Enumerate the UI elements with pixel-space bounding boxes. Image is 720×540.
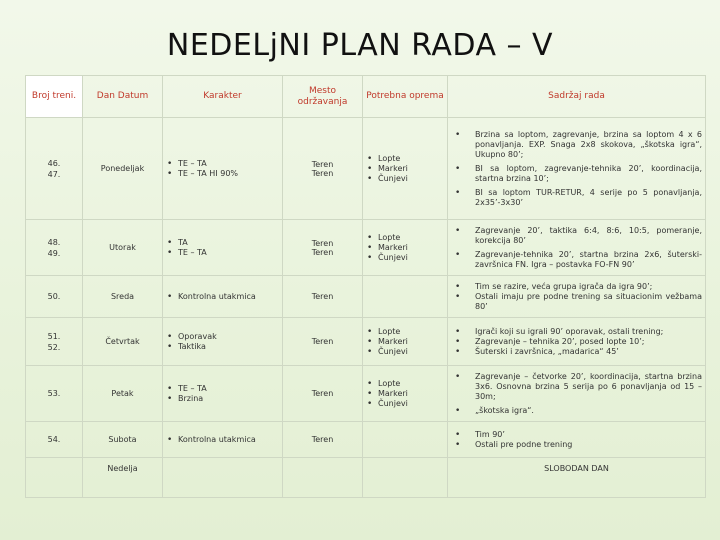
table-row bbox=[26, 458, 706, 498]
day-cell: Nedelja bbox=[83, 458, 163, 498]
training-number bbox=[26, 458, 83, 498]
training-number: 46. 47. bbox=[26, 118, 83, 220]
header-mesto: Mesto održavanja bbox=[283, 76, 363, 118]
place-cell: Teren bbox=[283, 276, 363, 318]
character-cell: • TE – TA • TE – TA HI 90% bbox=[163, 118, 283, 220]
equipment-cell bbox=[363, 276, 448, 318]
page-title: NEDELjNI PLAN RADA – V bbox=[166, 28, 554, 63]
table-row bbox=[26, 422, 706, 458]
training-number: 48. 49. bbox=[26, 220, 83, 276]
free-day-label: SLOBODAN DAN bbox=[448, 458, 706, 498]
place-cell bbox=[283, 458, 363, 498]
day-cell: Utorak bbox=[83, 220, 163, 276]
training-number: 53. bbox=[26, 366, 83, 422]
day-cell: Subota bbox=[83, 422, 163, 458]
day-cell: Četvrtak bbox=[83, 318, 163, 366]
training-number: 54. bbox=[26, 422, 83, 458]
equipment-cell bbox=[363, 422, 448, 458]
header-row bbox=[26, 76, 706, 118]
content-cell: • Tim 90’ • Ostali pre podne trening bbox=[448, 422, 706, 458]
header-broj: Broj treni. bbox=[26, 76, 83, 118]
header-karakter: Karakter bbox=[163, 76, 283, 118]
equipment-cell: • Lopte • Markeri • Čunjevi bbox=[363, 318, 448, 366]
content-cell: • Brzina sa loptom, zagrevanje, brzina sa loptom 4 x 6 ponavljanja. EXP. Snaga 2x8 skokova, „škotska igra“, Ukupno 80’; • BI sa loptom, zagrevanje-tehnika 20’, koordinacija, startna brzina 10’; • BI sa loptom TUR-RETUR, 4 serije po 5 ponavljanja, 2x35’-3x30’ bbox=[448, 118, 706, 220]
table-row bbox=[26, 366, 706, 422]
header-oprema: Potrebna oprema bbox=[363, 76, 448, 118]
place-cell: Teren Teren bbox=[283, 118, 363, 220]
table-row bbox=[26, 220, 706, 276]
day-cell: Petak bbox=[83, 366, 163, 422]
header-dan: Dan Datum bbox=[83, 76, 163, 118]
weekly-plan-table bbox=[25, 75, 706, 498]
character-cell: • TA • TE – TA bbox=[163, 220, 283, 276]
table-row bbox=[26, 118, 706, 220]
equipment-cell: • Lopte • Markeri • Čunjevi bbox=[363, 220, 448, 276]
character-cell bbox=[163, 458, 283, 498]
table-row bbox=[26, 318, 706, 366]
equipment-cell: • Lopte • Markeri • Čunjevi bbox=[363, 118, 448, 220]
content-cell: • Igrači koji su igrali 90’ oporavak, ostali trening; • Zagrevanje – tehnika 20’, posed lopte 10’; • Šuterski i završnica, „madarica“ 45’ bbox=[448, 318, 706, 366]
place-cell: Teren bbox=[283, 422, 363, 458]
equipment-cell: • Lopte • Markeri • Čunjevi bbox=[363, 366, 448, 422]
place-cell: Teren bbox=[283, 366, 363, 422]
character-cell: • Kontrolna utakmica bbox=[163, 276, 283, 318]
character-cell: • TE – TA • Brzina bbox=[163, 366, 283, 422]
content-cell: • Zagrevanje 20’, taktika 6:4, 8:6, 10:5, pomeranje, korekcija 80’ • Zagrevanje-tehnika 20’, startna brzina 2x6, šuterski-završnica FN. Igra – postavka FO-FN 90’ bbox=[448, 220, 706, 276]
day-cell: Sreda bbox=[83, 276, 163, 318]
table-row bbox=[26, 276, 706, 318]
place-cell: Teren Teren bbox=[283, 220, 363, 276]
header-sadrzaj: Sadržaj rada bbox=[448, 76, 706, 118]
equipment-cell bbox=[363, 458, 448, 498]
character-cell: • Oporavak • Taktika bbox=[163, 318, 283, 366]
place-cell: Teren bbox=[283, 318, 363, 366]
day-cell: Ponedeljak bbox=[83, 118, 163, 220]
character-cell: • Kontrolna utakmica bbox=[163, 422, 283, 458]
training-number: 50. bbox=[26, 276, 83, 318]
content-cell: • Zagrevanje – četvorke 20’, koordinacija, startna brzina 3x6. Osnovna brzina 5 serija po 6 ponavljanja od 15 – 30m; • „škotska igra“. bbox=[448, 366, 706, 422]
content-cell: • Tim se razire, veća grupa igrača da igra 90’; • Ostali imaju pre podne trening sa situacionim vežbama 80’ bbox=[448, 276, 706, 318]
training-number: 51. 52. bbox=[26, 318, 83, 366]
